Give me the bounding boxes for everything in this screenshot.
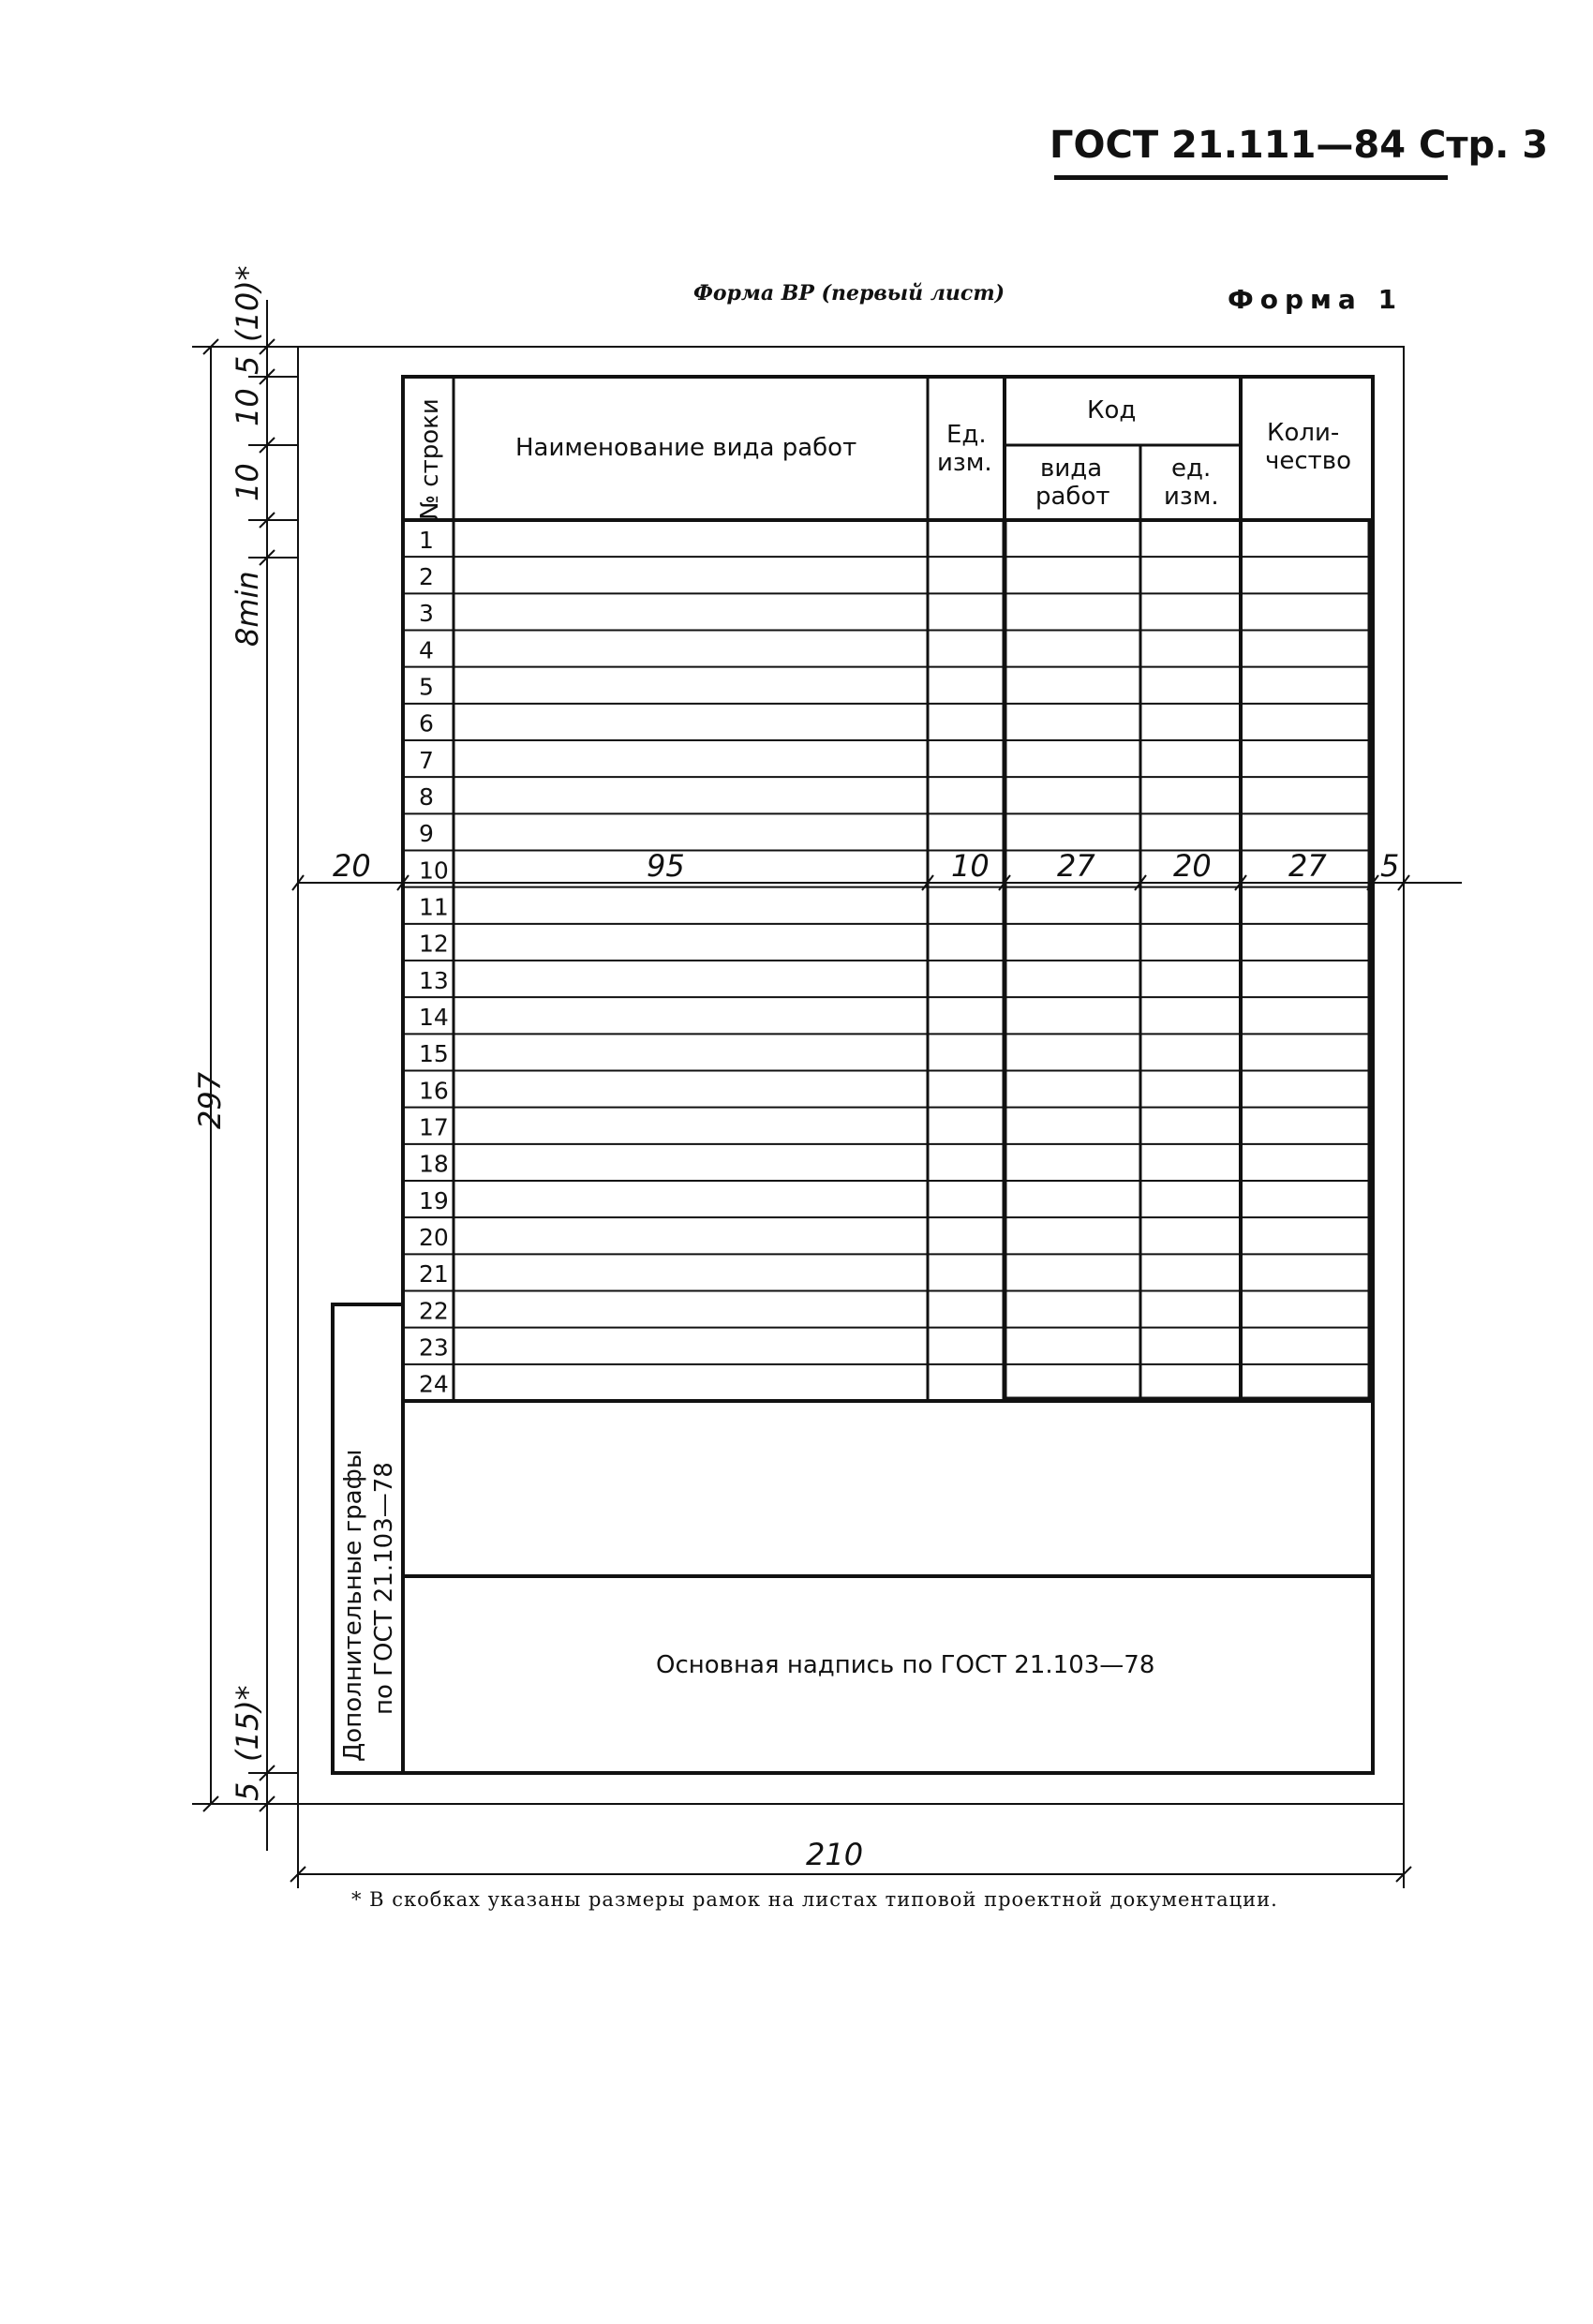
dim-height-total: 297 bbox=[192, 1071, 228, 1129]
row-number: 22 bbox=[419, 1297, 449, 1325]
dim-right-margin: 5 bbox=[1380, 848, 1400, 884]
side-block-text-2: по ГОСТ 21.103—78 bbox=[370, 1462, 398, 1715]
row-number: 17 bbox=[419, 1113, 449, 1141]
header-code-unit-1: ед. bbox=[1171, 454, 1212, 483]
header-row-no: № строки bbox=[416, 398, 444, 520]
row-numbers bbox=[419, 527, 449, 1398]
row-number: 4 bbox=[419, 636, 434, 664]
row-number: 24 bbox=[419, 1370, 449, 1398]
row-number: 2 bbox=[419, 562, 434, 590]
row-number: 9 bbox=[419, 820, 434, 848]
row-number: 10 bbox=[419, 857, 449, 885]
row-number: 13 bbox=[419, 966, 449, 994]
header-code-work-2: работ bbox=[1035, 483, 1110, 511]
row-number: 5 bbox=[419, 673, 434, 701]
dim-header-row-1: 10 bbox=[230, 388, 265, 426]
row-number: 12 bbox=[419, 930, 449, 958]
dim-header-row-2: 10 bbox=[230, 463, 265, 501]
dim-width-total: 210 bbox=[806, 1837, 864, 1872]
dim-col-name: 95 bbox=[647, 848, 685, 884]
row-number: 3 bbox=[419, 600, 434, 628]
form-caption: Форма ВР (первый лист) bbox=[693, 281, 1005, 305]
dim-row-height: 8min bbox=[230, 571, 265, 647]
row-number: 23 bbox=[419, 1333, 449, 1362]
side-block-text-1: Дополнительные графы bbox=[339, 1449, 367, 1762]
row-number: 6 bbox=[419, 709, 434, 737]
row-number: 15 bbox=[419, 1040, 449, 1068]
dim-top-frame-alt: (10)* bbox=[230, 265, 265, 342]
row-number: 1 bbox=[419, 526, 434, 554]
sheet-outline bbox=[298, 347, 1404, 1804]
dim-bottom-frame: 5 bbox=[230, 1781, 265, 1801]
row-number: 19 bbox=[419, 1186, 449, 1214]
header-qty-2: чество bbox=[1265, 447, 1352, 475]
page-header-title: ГОСТ 21.111—84 Стр. 3 bbox=[1050, 124, 1549, 167]
header-code-work-1: вида bbox=[1040, 454, 1103, 483]
form-number-label: Форма 1 bbox=[1228, 284, 1404, 315]
header-unit-2: изм. bbox=[937, 449, 992, 477]
footnote: * В скобках указаны размеры рамок на листах типовой проектной документации. bbox=[351, 1888, 1278, 1911]
dim-col-code-work: 27 bbox=[1057, 848, 1095, 884]
dim-bottom-frame-alt: (15)* bbox=[230, 1685, 265, 1762]
stamp-text: Основная надпись по ГОСТ 21.103—78 bbox=[656, 1651, 1155, 1679]
dim-col-unit: 10 bbox=[951, 848, 990, 884]
row-grid bbox=[403, 557, 1373, 1364]
header-name: Наименование вида работ bbox=[515, 434, 857, 462]
dim-left-margin: 20 bbox=[333, 848, 371, 884]
row-number: 18 bbox=[419, 1150, 449, 1178]
row-number: 21 bbox=[419, 1260, 449, 1289]
row-number: 11 bbox=[419, 893, 449, 921]
header-unit-1: Ед. bbox=[946, 421, 987, 449]
header-code-unit-2: изм. bbox=[1164, 483, 1219, 511]
dim-top-frame: 5 bbox=[230, 355, 265, 375]
header-code: Код bbox=[1087, 396, 1137, 425]
row-number: 7 bbox=[419, 746, 434, 774]
dim-col-code-unit: 20 bbox=[1173, 848, 1212, 884]
row-number: 20 bbox=[419, 1223, 449, 1251]
row-number: 8 bbox=[419, 782, 434, 811]
header-qty-1: Коли- bbox=[1267, 419, 1340, 447]
row-number: 14 bbox=[419, 1003, 449, 1031]
dim-col-qty: 27 bbox=[1288, 848, 1327, 884]
inner-frame bbox=[403, 377, 1373, 1773]
row-number: 16 bbox=[419, 1077, 449, 1105]
